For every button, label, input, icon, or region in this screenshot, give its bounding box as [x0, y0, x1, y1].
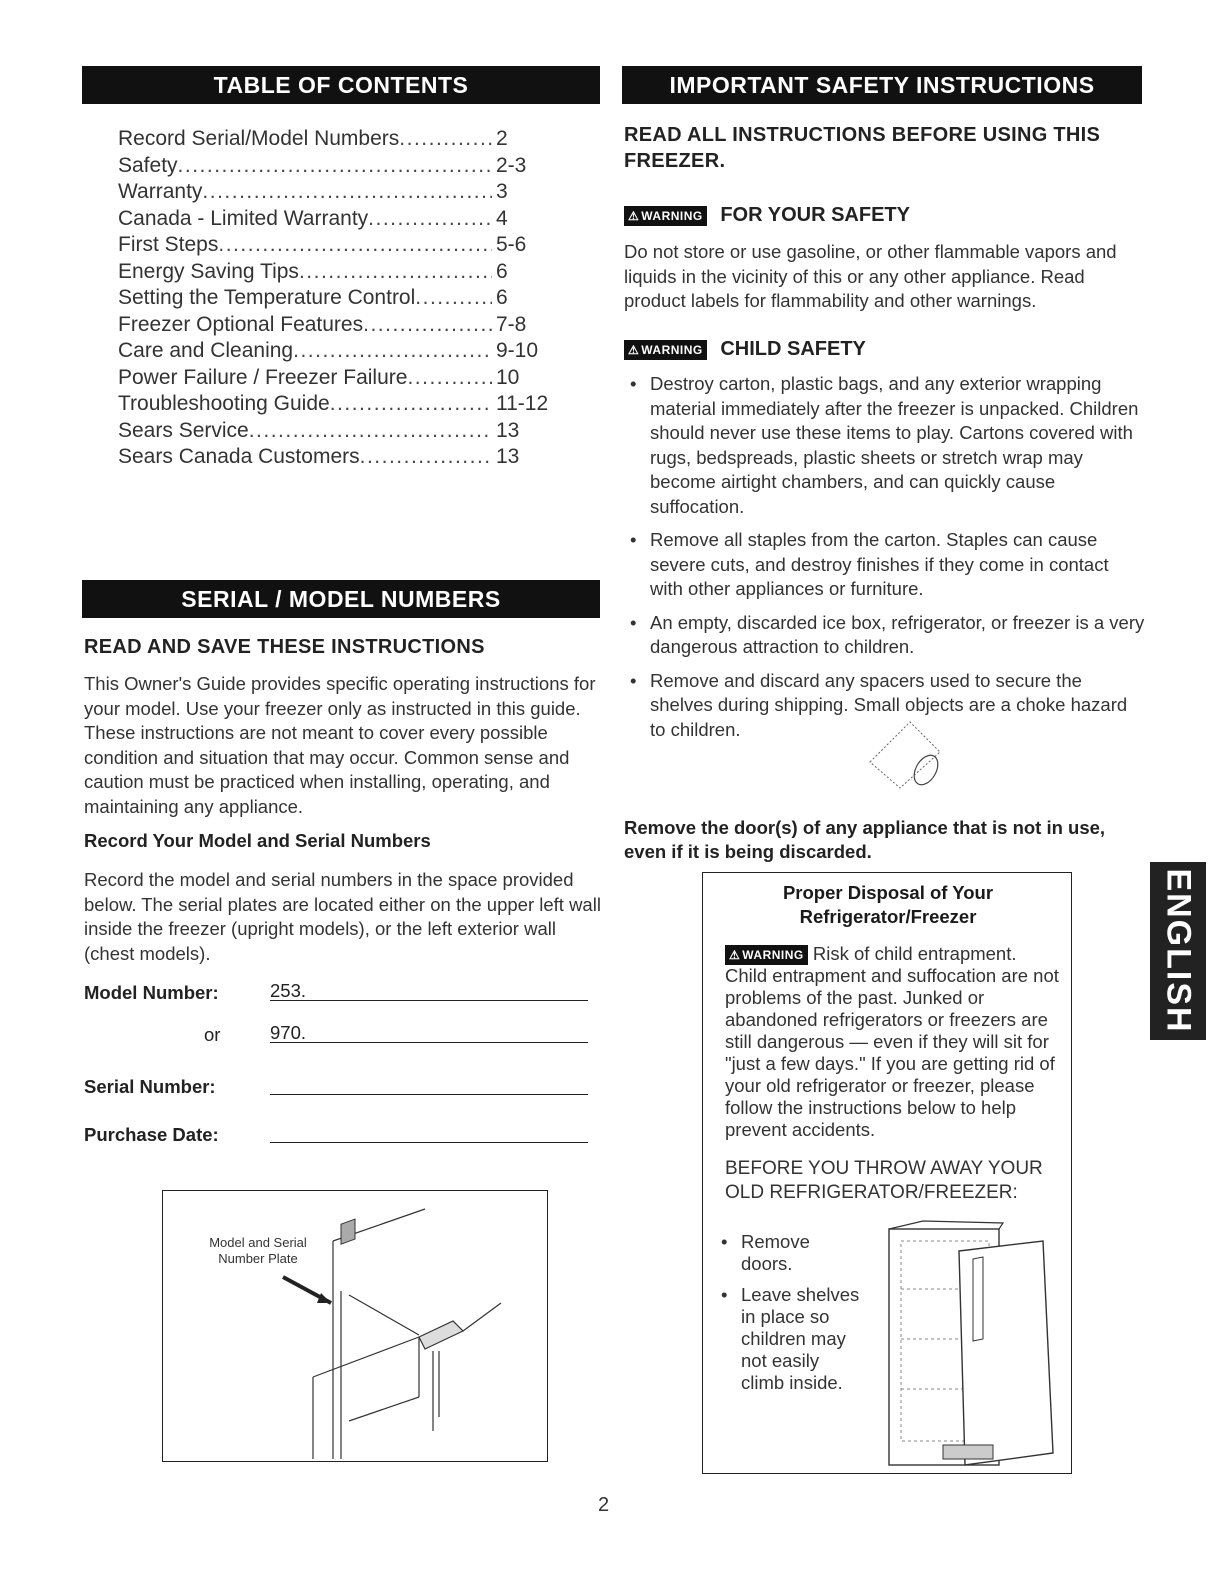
toc-item-title: Canada - Limited Warranty — [118, 206, 369, 230]
toc-leader-dots — [299, 259, 492, 286]
toc-item-title: Record Serial/Model Numbers — [118, 127, 400, 150]
model-prefix-970: 970. — [270, 1022, 307, 1043]
list-item: • Remove and discard any spacers used to secure the shelves during shipping. Small objects are a choke hazard to children. — [624, 669, 1146, 743]
toc-leader-dots — [178, 153, 492, 180]
toc-item — [118, 259, 558, 286]
child-safety-title: CHILD SAFETY — [720, 338, 866, 360]
serial-number-field[interactable] — [270, 1074, 588, 1095]
record-numbers-heading: Record Your Model and Serial Numbers — [84, 830, 431, 851]
toc-item — [118, 206, 558, 233]
purchase-date-label: Purchase Date: — [84, 1124, 219, 1145]
toc-item-page: 7-8 — [496, 312, 527, 336]
toc-item-title: Warranty — [118, 180, 203, 203]
toc-item-page: 3 — [496, 180, 508, 203]
model-number-label: Model Number: — [84, 982, 219, 1003]
toc-leader-dots — [399, 126, 492, 153]
list-item: • Remove doors. — [715, 1231, 865, 1275]
toc-leader-dots — [218, 232, 492, 259]
toc-leader-dots — [407, 365, 492, 392]
toc-item-page: 9-10 — [496, 339, 539, 362]
warning-triangle-icon: ⚠ — [729, 948, 741, 963]
toc-item-title: Freezer Optional Features — [118, 312, 364, 336]
warning-lead: Risk of child entrapment. — [812, 943, 1017, 964]
toc-item — [118, 444, 558, 471]
toc-item — [118, 285, 558, 312]
toc-item-page: 6 — [496, 259, 508, 283]
toc-item — [118, 338, 558, 365]
warning-triangle-icon: ⚠ — [628, 342, 640, 357]
refrigerator-illustration — [883, 1219, 1063, 1471]
your-safety-text: Do not store or use gasoline, or other flammable vapors and liquids in the vicinity of this or any other appliance. Read product labels for flammability and other warnings. — [624, 241, 1117, 311]
page-number: 2 — [598, 1494, 610, 1516]
toc-leader-dots — [330, 391, 492, 418]
before-throw-away: BEFORE YOU THROW AWAY YOUR OLD REFRIGERATOR/FREEZER: — [725, 1158, 1043, 1203]
child-safety-heading — [624, 338, 866, 361]
toc-item-page: 2-3 — [496, 153, 527, 177]
remove-door-warning: Remove the door(s) of any appliance that is not in use, even if it is being discarded. — [624, 817, 1106, 862]
list-item: • Leave shelves in place so children may not easily climb inside. — [715, 1284, 865, 1394]
toc-item-title: Setting the Temperature Control — [118, 286, 416, 309]
purchase-date-field[interactable] — [270, 1122, 588, 1143]
serial-heading: SERIAL / MODEL NUMBERS — [181, 586, 501, 612]
serial-number-label: Serial Number: — [84, 1076, 216, 1097]
your-safety-title: FOR YOUR SAFETY — [720, 204, 910, 226]
toc-item-title: Sears Service — [118, 418, 249, 442]
plate-label: Model and Serial Number Plate — [209, 1235, 307, 1266]
disposal-warning — [725, 943, 1061, 1141]
disposal-box — [702, 872, 1072, 1474]
toc-item-page: 13 — [496, 445, 520, 468]
freezer-plate-illustration — [163, 1191, 547, 1461]
disposal-list — [715, 1231, 865, 1403]
toc-item-page: 5-6 — [496, 233, 527, 256]
toc-heading: TABLE OF CONTENTS — [213, 72, 469, 98]
toc-item-page: 10 — [496, 365, 520, 389]
toc-item-title: Power Failure / Freezer Failure — [118, 365, 408, 389]
toc-item-title: Troubleshooting Guide — [118, 392, 330, 415]
serial-plate-figure — [162, 1190, 548, 1462]
english-side-tab — [1150, 862, 1206, 1040]
model-number-field-1[interactable] — [270, 980, 588, 1001]
warning-triangle-icon: ⚠ — [628, 208, 640, 223]
toc-item — [118, 153, 558, 180]
serial-banner — [82, 580, 600, 618]
toc-item-page: 4 — [496, 206, 508, 230]
warning-text: Child entrapment and suffocation are not problems of the past. Junked or abandoned refrigerators or freezers are still dangerous — even if they will sit for "just a few days." If you are getting rid of your old refrigerator or freezer, please follow the instructions below to help prevent accidents. — [725, 965, 1059, 1141]
side-tab-label: ENGLISH — [1159, 868, 1198, 1034]
model-prefix-253: 253. — [270, 980, 307, 1001]
child-safety-list — [624, 372, 1146, 751]
list-item: • An empty, discarded ice box, refrigerator, or freezer is a very dangerous attraction to children. — [624, 611, 1146, 660]
toc-item — [118, 312, 558, 339]
toc-item-title: Energy Saving Tips — [118, 259, 299, 283]
table-of-contents — [118, 126, 558, 471]
toc-leader-dots — [415, 285, 492, 312]
toc-item-page: 11-12 — [496, 392, 549, 415]
safety-heading: IMPORTANT SAFETY INSTRUCTIONS — [669, 72, 1095, 98]
toc-item-title: Safety — [118, 153, 178, 177]
toc-item-title: First Steps — [118, 233, 219, 256]
toc-item — [118, 418, 558, 445]
warning-badge: ⚠ WARNING — [624, 206, 707, 226]
toc-item-page: 2 — [496, 127, 508, 150]
toc-leader-dots — [360, 444, 492, 471]
your-safety-heading — [624, 204, 910, 227]
toc-item — [118, 126, 558, 153]
toc-item — [118, 365, 558, 392]
disposal-title: Proper Disposal of Your Refrigerator/Freezer — [782, 882, 994, 927]
toc-item-page: 13 — [496, 418, 520, 442]
toc-leader-dots — [249, 418, 492, 445]
toc-banner — [82, 66, 600, 104]
toc-leader-dots — [293, 338, 492, 365]
spacer-illustration — [840, 712, 960, 792]
toc-item-title: Sears Canada Customers — [118, 445, 360, 468]
list-item: • Destroy carton, plastic bags, and any exterior wrapping material immediately after the freezer is unpacked. Children should never use these items to play. Cartons covered with rugs, bedspreads, plastic sheets or stretch wrap may become airtight chambers, and can quickly cause suffocation. — [624, 372, 1146, 519]
safety-banner — [622, 66, 1142, 104]
record-numbers-text: Record the model and serial numbers in the space provided below. The serial plates are located either on the upper left wall inside the freezer (upright models), or the left exterior wall (chest models). — [84, 869, 601, 964]
list-item: • Remove all staples from the carton. Staples can cause severe cuts, and destroy finishes if they come in contact with other appliances or furniture. — [624, 528, 1146, 602]
warning-badge: ⚠ WARNING — [725, 945, 808, 965]
toc-item — [118, 232, 558, 259]
toc-item-page: 6 — [496, 286, 508, 309]
toc-item-title: Care and Cleaning — [118, 339, 294, 362]
toc-leader-dots — [368, 206, 492, 233]
model-number-field-2[interactable] — [270, 1022, 588, 1043]
toc-leader-dots — [363, 312, 492, 339]
toc-item — [118, 391, 558, 418]
toc-item — [118, 179, 558, 206]
warning-badge: ⚠ WARNING — [624, 340, 707, 360]
read-all-heading: READ ALL INSTRUCTIONS BEFORE USING THIS FREEZER. — [624, 124, 1101, 172]
owners-guide-intro: This Owner's Guide provides specific operating instructions for your model. Use your freezer only as instructed in this guide. These instructions are not meant to cover every possible condition and situation that may occur. Common sense and caution must be practiced when installing, operating, and maintaining any appliance. — [84, 673, 596, 817]
or-label: or — [204, 1024, 221, 1045]
read-save-heading: READ AND SAVE THESE INSTRUCTIONS — [84, 636, 485, 658]
toc-leader-dots — [202, 179, 492, 206]
